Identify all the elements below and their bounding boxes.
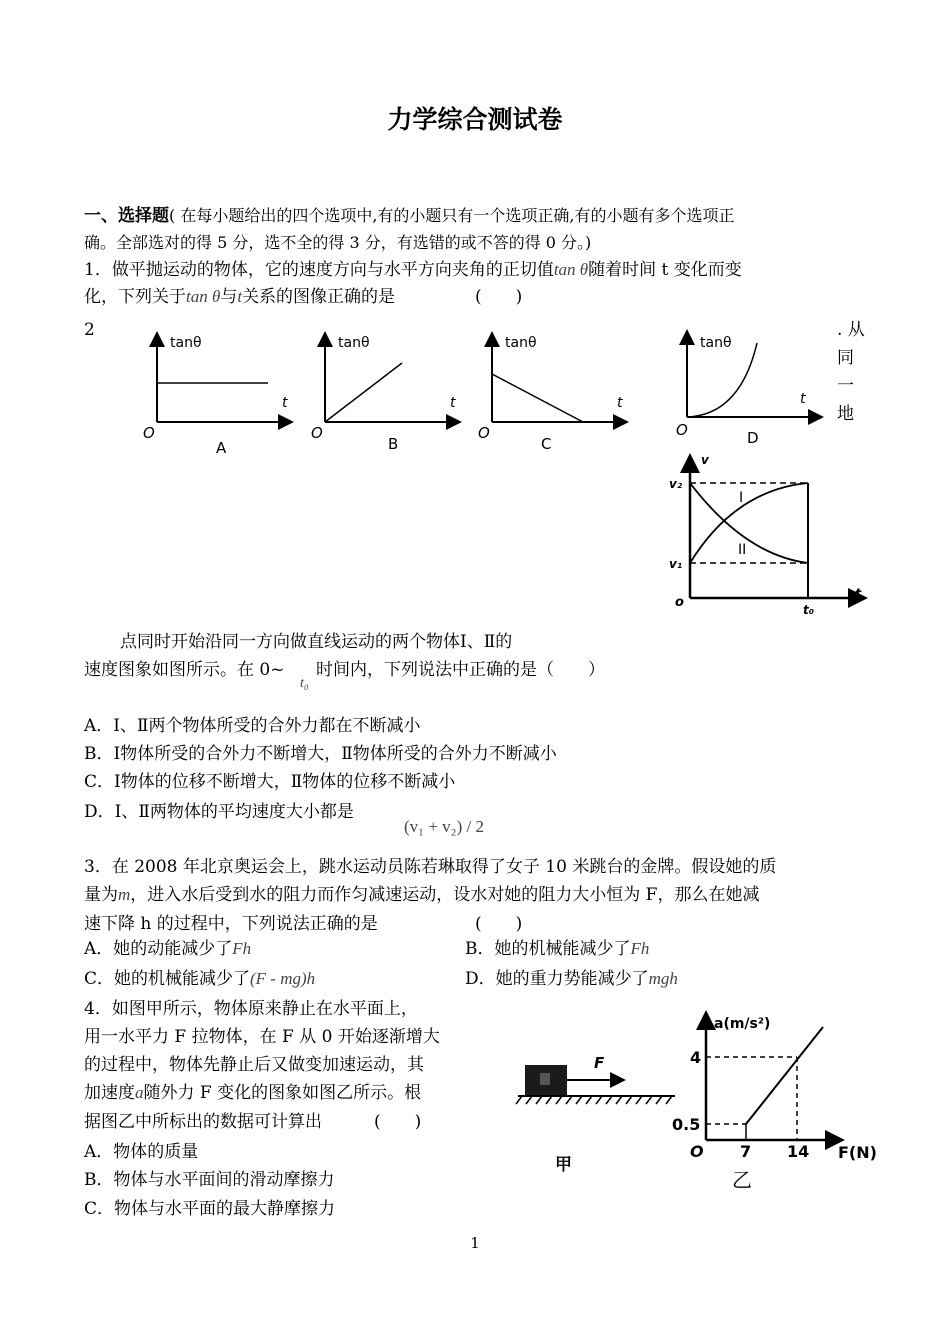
- graph-d: [676, 333, 820, 447]
- q4-option-c: C．物体与水平面的最大静摩擦力: [84, 1199, 336, 1219]
- q1-graphs: [130, 325, 830, 460]
- page-number: 1: [470, 1234, 480, 1252]
- q4-line2: 用一水平力 F 拉物体，在 F 从 0 开始逐渐增大: [84, 1027, 440, 1047]
- section-heading: 一、选择题: [84, 206, 169, 226]
- q3-option-c-formula: (F - mg)h: [250, 969, 316, 988]
- graph-d-ylabel: tanθ: [700, 335, 732, 351]
- q4-text-a: 加速度: [84, 1083, 135, 1103]
- section-heading-line: [84, 206, 735, 226]
- q4-line4: [84, 1083, 421, 1103]
- graph-c-line: [492, 374, 583, 422]
- q3-option-d-text: D．她的重力势能减少了: [465, 969, 649, 989]
- curve-ii-label: II: [738, 542, 747, 558]
- q2-option-c: C．Ⅰ物体的位移不断增大，Ⅱ物体的位移不断减小: [84, 772, 456, 792]
- q3-text-a: 量为: [84, 885, 118, 905]
- average-velocity-formula: (v₁ + v₂) / 2: [404, 817, 484, 836]
- section-note-1: ( 在每小题给出的四个选项中,有的小题只有一个选项正确,有的小题有多个选项正: [169, 206, 735, 225]
- figure-jia-label: 甲: [555, 1155, 572, 1175]
- q1-answer-paren: ( ): [475, 287, 523, 307]
- q2-side-2: 同: [837, 348, 854, 368]
- page-title: 力学综合测试卷: [387, 105, 563, 134]
- t0-label: t₀: [803, 603, 814, 617]
- f-axis-label: F(N): [838, 1143, 877, 1162]
- tan-theta-symbol: tan θ: [553, 260, 589, 279]
- vt-origin: o: [675, 595, 684, 610]
- q3-option-c-text: C．她的机械能减少了: [84, 969, 251, 989]
- block-highlight: [540, 1073, 550, 1085]
- figure-yi-label: 乙: [732, 1168, 752, 1192]
- q3-answer-paren: ( ): [475, 914, 523, 934]
- graph-b-line: [325, 363, 402, 422]
- graph-a-origin: O: [143, 424, 155, 442]
- f14-tick: 14: [787, 1142, 810, 1161]
- curve-ii: [690, 483, 808, 563]
- q1-text-c: 化，下列关于: [84, 287, 186, 307]
- mass-symbol: m: [118, 885, 131, 904]
- q4-option-a: A．物体的质量: [84, 1142, 199, 1162]
- v1-label: v₁: [669, 557, 683, 571]
- graph-a-ylabel: tanθ: [170, 335, 202, 351]
- t0-symbol: t₀: [300, 676, 309, 691]
- q3-option-c: [84, 969, 315, 989]
- q3-line1: 3．在 2008 年北京奥运会上，跳水运动员陈若琳取得了女子 10 米跳台的金牌。假设她的质: [84, 857, 777, 877]
- section-note-2: 确。全部选对的得 5 分，选不全的得 3 分，有选错的或不答的得 0 分。): [84, 233, 592, 252]
- q4-figure-jia: [510, 1040, 680, 1180]
- f7-tick: 7: [740, 1142, 752, 1161]
- graph-c: [478, 335, 625, 453]
- graph-d-origin: O: [676, 421, 688, 439]
- tan-theta-symbol: tan θ: [186, 287, 221, 306]
- curve-i: [690, 483, 808, 563]
- q3-option-b-text: B．她的机械能减少了: [465, 939, 631, 959]
- a4-tick: 4: [690, 1048, 702, 1067]
- q4-line3: 的过程中，物体先静止后又做变加速运动，其: [84, 1055, 424, 1075]
- q2-option-b: B．Ⅰ物体所受的合外力不断增大，Ⅱ物体所受的合外力不断减小: [84, 744, 557, 764]
- graph-b-label: B: [388, 435, 399, 453]
- curve-i-label: I: [739, 490, 744, 506]
- q3-option-b-formula: Fh: [630, 939, 650, 958]
- t-axis-label: t: [855, 587, 862, 602]
- graph-b-ylabel: tanθ: [338, 335, 370, 351]
- graph-c-origin: O: [478, 424, 490, 442]
- q2-option-a: A．Ⅰ、Ⅱ两个物体所受的合外力都在不断减小: [84, 716, 421, 736]
- graph-b-origin: O: [311, 424, 323, 442]
- q1-text-d: 与: [220, 287, 238, 307]
- q4-line1: 4．如图甲所示，物体原来静止在水平面上，: [84, 999, 418, 1019]
- graph-c-ylabel: tanθ: [505, 335, 537, 351]
- v2-label: v₂: [669, 477, 683, 491]
- q1-line1: [84, 260, 742, 280]
- graph-d-curve: [687, 343, 757, 417]
- q1-text-a: 1．做平抛运动的物体，它的速度方向与水平方向夹角的正切值: [84, 260, 554, 280]
- t-symbol: t: [237, 287, 243, 306]
- graph-c-xlabel: t: [617, 395, 623, 411]
- q2-vt-graph: [665, 450, 875, 620]
- graph-b: [311, 335, 458, 453]
- q2-side-3: 一: [837, 376, 854, 396]
- q1-text-b: 随着时间 t 变化而变: [588, 260, 742, 280]
- q4-answer-paren: ( ): [374, 1112, 422, 1132]
- af-origin: O: [690, 1142, 704, 1161]
- q4-option-b: B．物体与水平面间的滑动摩擦力: [84, 1170, 335, 1190]
- graph-a-label: A: [216, 439, 227, 457]
- q1-line2: [84, 287, 395, 307]
- v-axis-label: v: [701, 453, 709, 467]
- graph-a-xlabel: t: [282, 395, 288, 411]
- graph-b-xlabel: t: [450, 395, 456, 411]
- graph-a: [143, 335, 290, 457]
- q2-line2-a: 速度图象如图所示。在 0~: [84, 660, 285, 680]
- q3-option-d: [465, 969, 678, 989]
- q3-line3: 速下降 h 的过程中，下列说法正确的是: [84, 914, 378, 934]
- q3-option-b: [465, 939, 649, 959]
- q3-text-b: ，进入水后受到水的阻力而作匀减速运动，设水对她的阻力大小恒为 F，那么在她减: [130, 885, 760, 905]
- q2-number: 2: [84, 320, 95, 340]
- q3-option-a-text: A．她的动能减少了: [84, 939, 233, 959]
- graph-d-label: D: [747, 429, 759, 447]
- q3-option-d-formula: mgh: [648, 969, 678, 988]
- acceleration-symbol: a: [135, 1083, 144, 1102]
- q2-line1: 点同时开始沿同一方向做直线运动的两个物体Ⅰ、Ⅱ的: [120, 632, 513, 652]
- q1-text-e: 关系的图像正确的是: [242, 287, 396, 307]
- a05-tick: 0.5: [672, 1115, 701, 1134]
- q4-text-b: 随外力 F 变化的图象如图乙所示。根: [143, 1083, 422, 1103]
- q3-line2: [84, 885, 759, 905]
- a-axis-label: a(m/s²): [714, 1016, 771, 1032]
- q2-option-d: D．Ⅰ、Ⅱ两物体的平均速度大小都是: [84, 802, 354, 822]
- graph-d-xlabel: t: [800, 391, 806, 407]
- q4-figure-yi: [670, 1005, 890, 1195]
- q3-option-a: [84, 939, 251, 959]
- force-label: F: [594, 1054, 605, 1072]
- q4-line5: 据图乙中所标出的数据可计算出: [84, 1112, 322, 1132]
- ground-hatching: [516, 1096, 672, 1104]
- a-f-line: [746, 1027, 823, 1124]
- graph-c-label: C: [541, 435, 552, 453]
- q2-line2-b: 时间内，下列说法中正确的是（ ）: [316, 660, 605, 680]
- q2-side-1: . 从: [837, 320, 865, 340]
- q2-side-4: 地: [837, 404, 854, 424]
- q3-option-a-formula: Fh: [232, 939, 252, 958]
